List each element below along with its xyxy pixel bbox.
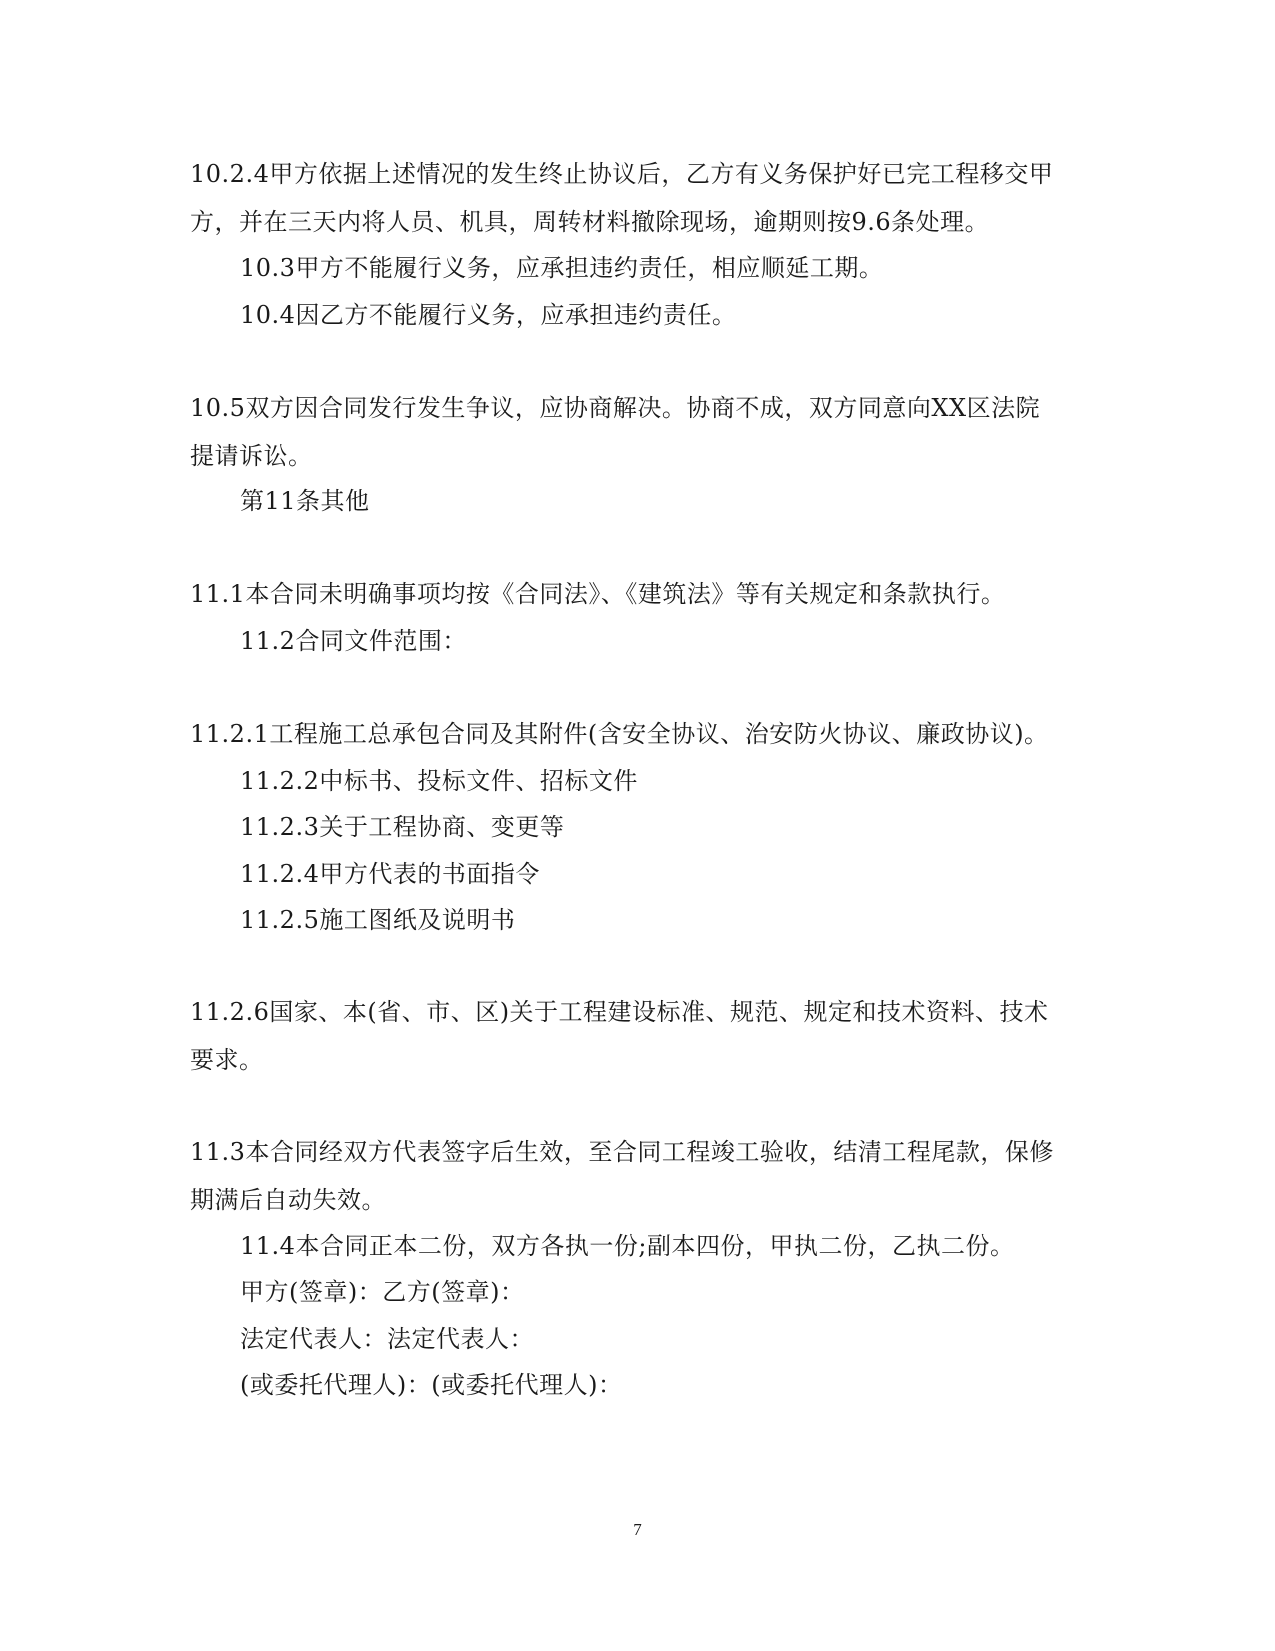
paragraph-11-2-5: 11.2.5施工图纸及说明书 — [240, 906, 516, 934]
paragraph-10-2-4: 10.2.4甲方依据上述情况的发生终止协议后，乙方有义务保护好已完工程移交甲方，并在三天内将人员、机具，周转材料撤除现场，逾期则按9.6条处理。 — [190, 160, 1054, 236]
signature-party-line: 甲方(签章)：乙方(签章)： — [240, 1278, 525, 1306]
paragraph-11-2-2: 11.2.2中标书、投标文件、招标文件 — [240, 767, 638, 795]
paragraph-10-5: 10.5双方因合同发行发生争议，应协商解决。协商不成，双方同意向XX区法院提请诉讼。 — [190, 394, 1041, 470]
paragraph-11-2-4: 11.2.4甲方代表的书面指令 — [240, 860, 540, 888]
paragraph-11-2-3: 11.2.3关于工程协商、变更等 — [240, 813, 565, 841]
paragraph-11-1: 11.1本合同未明确事项均按《合同法》、《建筑法》等有关规定和条款执行。 — [190, 580, 1006, 608]
authorized-agent-line: (或委托代理人)：(或委托代理人)： — [240, 1371, 623, 1399]
legal-representative-line: 法定代表人：法定代表人： — [240, 1325, 534, 1353]
paragraph-11-2: 11.2合同文件范围： — [240, 627, 467, 655]
page-number: 7 — [633, 1520, 642, 1539]
paragraph-11-2-6: 11.2.6国家、本(省、市、区)关于工程建设标准、规范、规定和技术资料、技术要求。 — [190, 998, 1049, 1074]
section-heading-11: 第11条其他 — [240, 487, 370, 515]
paragraph-11-3: 11.3本合同经双方代表签字后生效，至合同工程竣工验收，结清工程尾款，保修期满后自动失效。 — [190, 1138, 1054, 1214]
paragraph-10-3: 10.3甲方不能履行义务，应承担违约责任，相应顺延工期。 — [240, 254, 884, 282]
paragraph-10-4: 10.4因乙方不能履行义务，应承担违约责任。 — [240, 301, 737, 329]
paragraph-11-2-1: 11.2.1工程施工总承包合同及其附件(含安全协议、治安防火协议、廉政协议)。 — [190, 720, 1049, 748]
paragraph-11-4: 11.4本合同正本二份，双方各执一份;副本四份，甲执二份，乙执二份。 — [240, 1232, 1015, 1260]
